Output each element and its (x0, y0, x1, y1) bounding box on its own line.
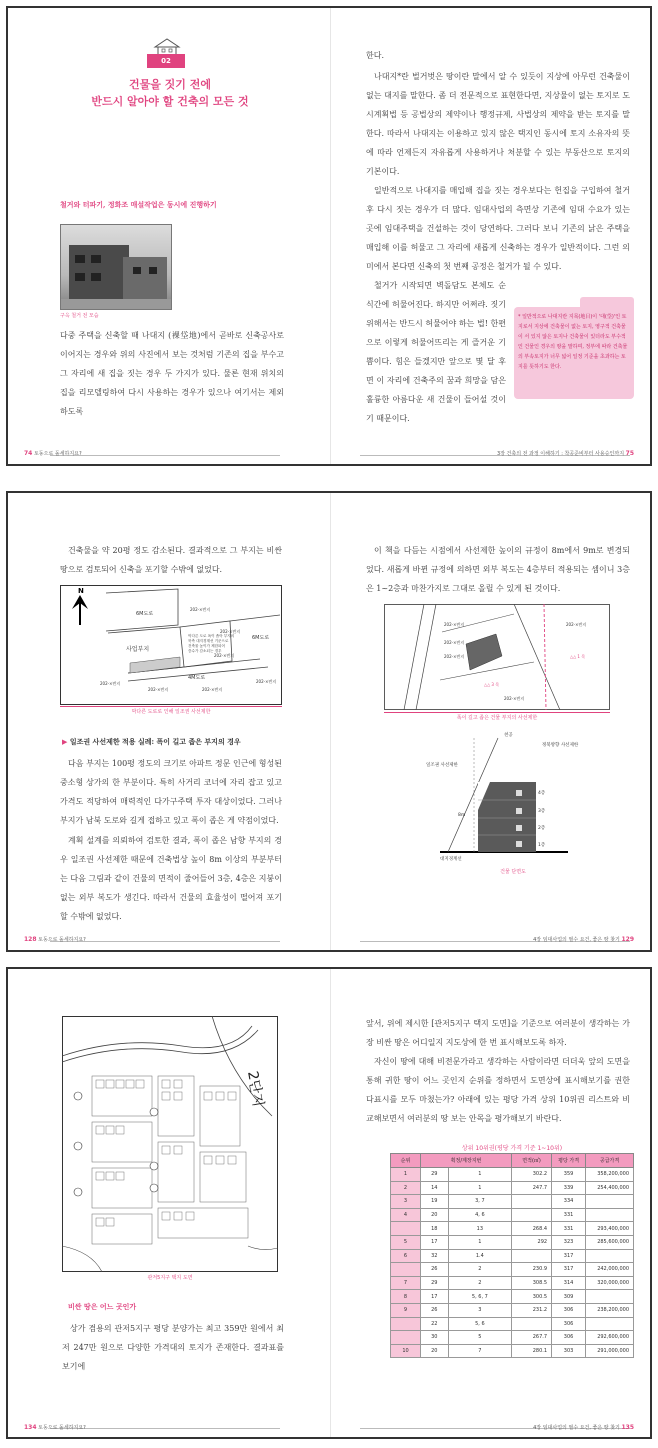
table-cell: 20 (421, 1208, 449, 1222)
right-paragraph-1: 이 책을 다듬는 시점에서 사선제한 높이의 규정이 8m에서 9m로 변경되었다. 새롭게 바뀐 규정에 의하면 외부 복도는 4층부터 적용되는 셈이니 3층은 1~2층과 마찬가지로 그대로 올릴 수 있게 된 것이다. (366, 546, 630, 593)
lot-label: 202-×번지 (220, 629, 241, 634)
table-header-row (391, 1154, 634, 1168)
table-cell: 254,400,000 (586, 1181, 634, 1195)
page-number: 128 (24, 936, 37, 943)
page-number: 134 (24, 1424, 37, 1431)
table-cell (512, 1317, 552, 1331)
right-paragraph-1: 나대지*란 벌거벗은 땅이란 말에서 알 수 있듯이 지상에 아무런 건축물이 없는 대지를 말한다. 좀 더 전문적으로 표현한다면, 지상물이 없는 토지로 도시계획법 등 공법상의 제약이나 행정규제, 사법상의 제약을 받는 토지를 말한다. 따라서 나대지는 이용하고 있지 않은 택지인 동시에 토지 소유자의 뜻에 따라 언제든지 자유롭게 사용하거나 처분할 수 있는 부동산으로 토지의 기본이다. (366, 72, 630, 176)
right-paragraph-3: 표시를 모두 마쳤는가? 아래에 있는 평당 가격 상위 10위권 리스트와 비교해보면서 여러분의 땅 보는 안목을 평가해보기 바란다. (366, 1095, 630, 1123)
table-cell: 3 (391, 1195, 421, 1209)
svg-text:△△ 1 목: △△ 1 목 (570, 654, 586, 659)
floor-label: 1층 (538, 843, 546, 848)
table-cell: 3, 7 (448, 1195, 511, 1209)
table-row (391, 1317, 634, 1331)
bullet-heading-text: 일조권 사선제한 적용 실례: 폭이 길고 좁은 부지의 경우 (69, 737, 241, 746)
table-cell: 292,600,000 (586, 1331, 634, 1345)
table-cell: 26 (421, 1303, 449, 1317)
north-line-label: 정북방향 사선제한 (542, 743, 579, 748)
price-table (390, 1153, 634, 1358)
table-cell: 17 (421, 1290, 449, 1304)
table-cell (512, 1195, 552, 1209)
table-cell: 306 (552, 1331, 586, 1345)
table-cell: 1 (448, 1181, 511, 1195)
table-cell: 242,000,000 (586, 1263, 634, 1277)
map-note-line: 막다른 도로 폭이 좁아 부지의 (188, 634, 235, 638)
table-cell (391, 1263, 421, 1277)
table-cell: 285,600,000 (586, 1235, 634, 1249)
table-cell: 5, 6 (448, 1317, 511, 1331)
table-cell (586, 1195, 634, 1209)
table-cell: 2 (391, 1181, 421, 1195)
table-cell (586, 1317, 634, 1331)
table-cell: 10 (391, 1344, 421, 1358)
table-cell: 7 (448, 1344, 511, 1358)
table-cell: 8 (391, 1290, 421, 1304)
table-cell: 320,000,000 (586, 1276, 634, 1290)
table-cell: 5 (391, 1235, 421, 1249)
table-title: 상위 10위권(평당 가격 기준 1~10위) (461, 1145, 563, 1152)
district-site-map (62, 1016, 278, 1272)
table-cell: 292 (512, 1235, 552, 1249)
building-section-diagram (418, 730, 608, 862)
section-top-label: 천공 (504, 733, 513, 738)
table-cell: 6 (391, 1249, 421, 1263)
footer-left (24, 1424, 86, 1444)
svg-text:202-×번지: 202-×번지 (444, 654, 465, 659)
map-caption: 막다른 도로로 인해 일조권 사선제한 (131, 709, 211, 715)
table-cell (391, 1331, 421, 1345)
chapter-badge: 02 (147, 54, 185, 68)
table-cell: 5, 6, 7 (448, 1290, 511, 1304)
map-note-line: 북측 대지경계선 기준으로 (188, 639, 229, 643)
caption-rule (60, 706, 282, 707)
svg-text:202-×번지: 202-×번지 (444, 640, 465, 645)
table-cell (586, 1249, 634, 1263)
table-cell: 331 (552, 1208, 586, 1222)
table-cell (512, 1249, 552, 1263)
lot-label: 202-×번지 (202, 687, 223, 692)
table-cell: 29 (421, 1276, 449, 1290)
table-row (391, 1195, 634, 1209)
table-cell: 22 (421, 1317, 449, 1331)
lot-label: 202-×번지 (190, 607, 211, 612)
table-cell: 359 (552, 1168, 586, 1182)
chapter-title-line2: 반드시 알아야 할 건축의 모든 것 (91, 95, 249, 108)
bullet-heading (62, 737, 241, 747)
table-row (391, 1331, 634, 1345)
table-cell: 30 (421, 1331, 449, 1345)
district-map-caption: 관저5지구 택지 도면 (147, 1275, 193, 1281)
left-paragraph-3: 계획 설계를 의뢰하여 검토한 결과, 폭이 좁은 남향 부지의 경우 일조권 사선제한 때문에 건축법상 높이 8m 이상의 부분부터는 다음 그림과 같이 건물의 면적이 줄어들어 3층, 4층은 지붕이 없는 외부 복도가 생긴다. 따라서 건물의 효율성이 떨어져 포기할 수밖에 없었다. (60, 836, 282, 921)
table-row (391, 1290, 634, 1304)
footer-rule-left (50, 455, 280, 456)
caption-rule (384, 712, 610, 713)
running-head: 4장 임대사업의 필수 요건, 좋은 땅 찾기 (533, 1425, 620, 1431)
table-cell: 280.1 (512, 1344, 552, 1358)
table-row (391, 1235, 634, 1249)
table-cell: 231.2 (512, 1303, 552, 1317)
table-cell: 303 (552, 1344, 586, 1358)
svg-text:202-×번지: 202-×번지 (444, 622, 465, 627)
table-cell: 19 (421, 1195, 449, 1209)
table-cell: 13 (448, 1222, 511, 1236)
table-cell: 314 (552, 1276, 586, 1290)
narrow-site-caption: 폭이 길고 좁은 건물 부지의 사선제한 (456, 715, 538, 721)
right-paragraph-2: 자신이 땅에 대해 비전문가라고 생각하는 사람이라면 더더욱 앞의 도면을 통해 귀한 땅이 어느 곳인지 순위를 정하면서 도면상에 표시해보기를 권한다. (366, 1057, 630, 1104)
left-paragraph-1: 건축물을 약 20평 정도 감소된다. 결과적으로 그 부지는 비싼 땅으로 검토되어 신축을 포기할 수밖에 없었다. (60, 546, 282, 574)
table-cell: 268.4 (512, 1222, 552, 1236)
gutter-line (330, 969, 331, 1437)
table-cell: 293,400,000 (586, 1222, 634, 1236)
table-row (391, 1222, 634, 1236)
right-paragraph-3: 철거가 시작되면 벽돌담도 본체도 순식간에 허물어진다. 하지만 어쩌랴. 짓기 위해서는 반드시 허물어야 하는 법! 한편으로 이렇게 허물어뜨리는 게 즐거운 기쁨이다. 힘은 들겠지만 앞으로 몇 달 후면 이 자리에 건축주의 꿈과 희망을 담은 훌륭한 아름다운 새 건물이 들어설 것이기 때문이다. (366, 281, 506, 423)
building-block (478, 782, 536, 852)
footer-right (533, 1424, 634, 1444)
table-row (391, 1303, 634, 1317)
page-number: 75 (625, 450, 634, 457)
table-cell: 317 (552, 1249, 586, 1263)
table-header: 평당 가격 (552, 1154, 586, 1168)
map-note-line: 층수가 감소되는 경우 (188, 649, 222, 653)
table-header: 순위 (391, 1154, 421, 1168)
svg-text:△△ 3 목: △△ 3 목 (484, 682, 500, 687)
lot-label: 202-×번지 (100, 681, 121, 686)
svg-text:202-×번지: 202-×번지 (504, 696, 525, 701)
triangle-bullet-icon: ▶ (62, 737, 70, 746)
table-cell: 230.9 (512, 1263, 552, 1277)
left-paragraph-2: 다음 부지는 100평 정도의 크기로 아파트 정문 인근에 형성된 중소형 상가의 한 부분이다. 특히 사거리 코너에 자리 잡고 있고 가격도 적당하여 매력적인 다가구주택 투자 대상이었다. 그러나 부지가 남북 도로와 길게 접하고 있고 폭이 좁은 게 약점이었다. (60, 759, 282, 825)
table-cell: 3 (448, 1303, 511, 1317)
table-cell: 4, 6 (448, 1208, 511, 1222)
lot-label: 202-×번지 (214, 653, 235, 658)
table-cell: 300.5 (512, 1290, 552, 1304)
table-cell: 267.7 (512, 1331, 552, 1345)
table-row (391, 1276, 634, 1290)
table-cell: 323 (552, 1235, 586, 1249)
table-cell: 32 (421, 1249, 449, 1263)
page-number: 74 (24, 450, 33, 457)
running-head: 3장 건축의 전 과정 이해하기 : 착공준비부터 사용승인까지 (496, 451, 625, 457)
table-cell: 18 (421, 1222, 449, 1236)
complex-label: 2단지 (244, 1069, 267, 1109)
section-caption: 건물 단면도 (500, 869, 526, 875)
table-cell: 7 (391, 1276, 421, 1290)
footnote-text: * 일반적으로 나대지란 지목(地目)이 '대(垈)'인 토지로서 지상에 건축물이 없는 토지, 영구적 건축물이 서 있지 않은 토지나 건축물이 있더라도 부수적인 건물인 경우의 땅을 말하며, 정부에 따라 건축물의 부속토지가 너무 넓어 일정 기준을 초과하는 토지를 뜻하기도 한다. (518, 314, 628, 370)
table-cell: 9 (391, 1303, 421, 1317)
floor-label: 2층 (538, 826, 546, 831)
right-paragraph-0: 한다. (366, 51, 384, 60)
height-8m-label: 8m (458, 813, 466, 818)
table-cell: 358,200,000 (586, 1168, 634, 1182)
table-cell: 1 (448, 1168, 511, 1182)
left-paragraph: 다중 주택을 신축할 때 나대지 (裸垈地)에서 곧바로 신축공사로 이어지는 경우와 위의 사진에서 보는 것처럼 기존의 집을 부수고 그 자리에 새 집을 짓는 경우 두 가지가 있다. 물론 현재 위치의 집을 리모델링하여 다시 사용하는 경우가 있으나 여기서는 제외하도록 (60, 331, 284, 416)
table-cell: 4 (391, 1208, 421, 1222)
table-cell: 29 (421, 1168, 449, 1182)
road-bottom-label: 4M도로 (188, 675, 206, 681)
gutter-line (330, 8, 331, 464)
floor-label: 4층 (538, 791, 546, 796)
table-cell: 17 (421, 1235, 449, 1249)
table-header: 면적(㎡) (512, 1154, 552, 1168)
table-cell: 309 (552, 1290, 586, 1304)
narrow-site-map (384, 604, 610, 710)
north-label: N (78, 587, 84, 595)
table-cell: 306 (552, 1303, 586, 1317)
table-header: 공급가격 (586, 1154, 634, 1168)
running-head: 토동으로 돌세하지요? (38, 1425, 86, 1431)
table-cell: 2 (448, 1263, 511, 1277)
table-cell: 331 (552, 1222, 586, 1236)
table-row (391, 1263, 634, 1277)
subheading: 철거와 터파기, 정화조 매설작업은 동시에 진행하기 (60, 200, 217, 209)
sunlight-label: 일조권 사선제한 (426, 763, 458, 768)
section-title: 비싼 땅은 어느 곳인가 (68, 1302, 137, 1311)
table-row (391, 1249, 634, 1263)
boundary-label: 대지경계선 (440, 857, 462, 862)
table-row (391, 1181, 634, 1195)
page-number: 129 (621, 936, 634, 943)
floor-label: 3층 (538, 809, 546, 814)
table-cell: 317 (552, 1263, 586, 1277)
running-head: 토동으로 돌세하지요? (38, 937, 86, 943)
table-cell: 339 (552, 1181, 586, 1195)
site-plan-map (60, 585, 282, 705)
table-cell: 1 (448, 1235, 511, 1249)
table-header: 획정/계장지번 (421, 1154, 512, 1168)
running-head: 토동으로 돌세하지요? (33, 451, 82, 457)
table-row (391, 1344, 634, 1358)
table-cell: 14 (421, 1181, 449, 1195)
table-cell: 334 (552, 1195, 586, 1209)
table-cell (512, 1208, 552, 1222)
table-cell: 1.4 (448, 1249, 511, 1263)
lot-label: 202-×번지 (148, 687, 169, 692)
table-cell: 247.7 (512, 1181, 552, 1195)
gutter-line (330, 493, 331, 950)
table-cell (586, 1208, 634, 1222)
map-note-line: 건축물 높이가 제한되어 (188, 644, 225, 648)
right-paragraph-2: 일반적으로 나대지를 매입해 집을 짓는 경우보다는 헌집을 구입하여 철거 후 다시 짓는 경우가 더 많다. 임대사업의 측면상 기존에 임대 수요가 있는 곳에 임대주택을 건설하는 것이 당연하다. 그러다 보니 기존의 낡은 주택을 매입해 이를 허물고 그 자리에 새롭게 신축하는 경우가 일반적이다. 그런 의미에서 본다면 신축의 첫 번째 공정은 철거가 될 수 있다. (366, 186, 630, 271)
site-label: 사업부지 (126, 646, 150, 653)
table-cell (586, 1290, 634, 1304)
table-cell: 2 (448, 1276, 511, 1290)
left-paragraph: 상가 겸용의 관저5지구 평당 분양가는 최고 359만 원에서 최저 247만 원으로 다양한 가격대의 토지가 존재한다. 결과표를 보기에 (62, 1324, 284, 1371)
chapter-title (60, 76, 280, 110)
table-cell: 291,000,000 (586, 1344, 634, 1358)
demolition-photo (60, 224, 172, 310)
table-row (391, 1208, 634, 1222)
photo-caption: 구옥 철거 전 모습 (60, 313, 99, 319)
table-cell (391, 1317, 421, 1331)
table-cell: 302.2 (512, 1168, 552, 1182)
table-cell: 26 (421, 1263, 449, 1277)
table-cell (391, 1222, 421, 1236)
road-right-label: 6M도로 (252, 635, 270, 641)
table-row (391, 1168, 634, 1182)
lot-label: 202-×번지 (256, 679, 277, 684)
table-cell: 308.5 (512, 1276, 552, 1290)
table-cell: 5 (448, 1331, 511, 1345)
page-number: 135 (621, 1424, 634, 1431)
svg-text:202-×번지: 202-×번지 (566, 622, 587, 627)
table-cell: 20 (421, 1344, 449, 1358)
right-paragraph-1: 앞서, 위에 제시한 [관저5지구 택지 도면]을 기준으로 여러분이 생각하는 가장 비싼 땅은 어디일지 지도상에 한 번 표시해보도록 하자. (366, 1019, 630, 1047)
running-head: 4장 임대사업의 필수 요건, 좋은 땅 찾기 (533, 937, 620, 943)
road-top-label: 6M도로 (136, 611, 154, 617)
chapter-title-line1: 건물을 짓기 전에 (128, 78, 212, 91)
table-cell: 1 (391, 1168, 421, 1182)
table-cell: 306 (552, 1317, 586, 1331)
table-cell: 238,200,000 (586, 1303, 634, 1317)
